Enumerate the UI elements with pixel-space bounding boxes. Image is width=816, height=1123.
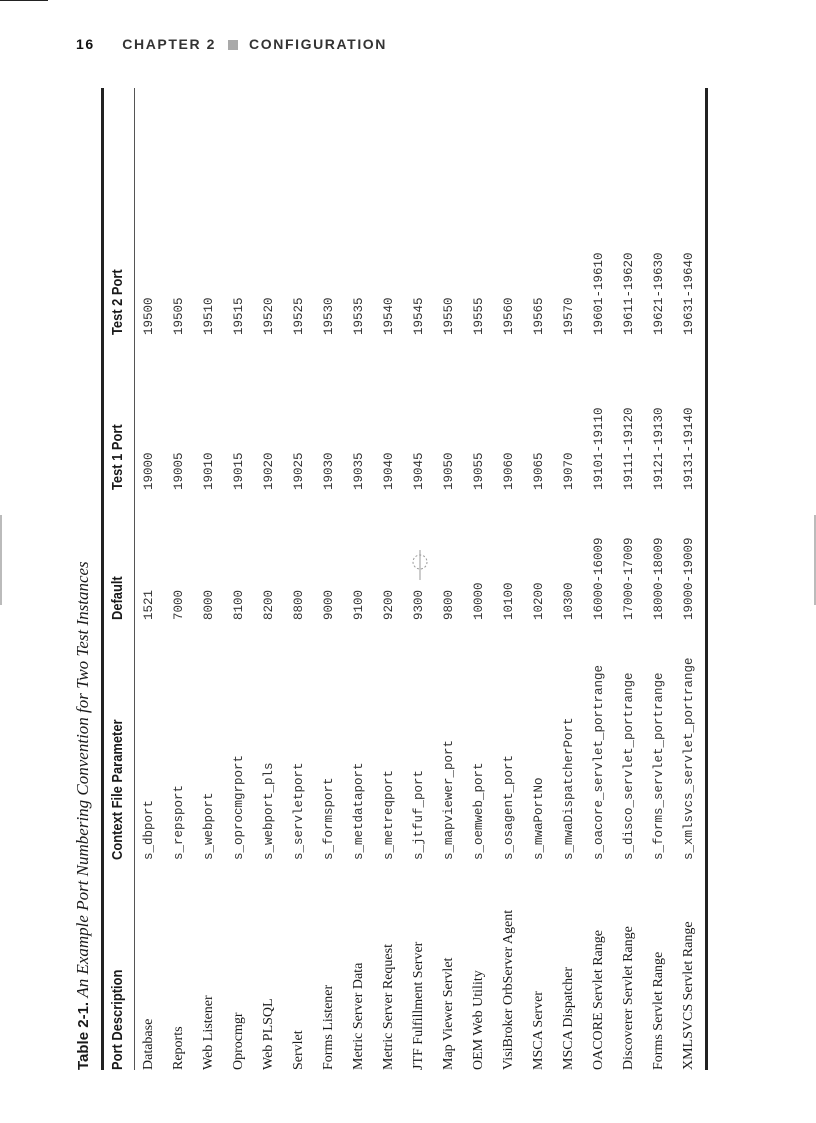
table-row	[614, 88, 644, 1070]
table-row	[164, 88, 194, 1070]
table-row	[494, 88, 524, 1070]
context-file-parameter: s_mwaPortNo	[532, 777, 546, 860]
test2-port: 19520	[262, 297, 276, 335]
table-row	[554, 88, 584, 1070]
default-port: 8000	[202, 589, 216, 620]
test2-port: 19505	[172, 297, 186, 335]
context-file-parameter: s_metreqport	[382, 769, 396, 860]
test1-port: 19111-19120	[622, 407, 636, 490]
port-table	[104, 88, 704, 1070]
port-description: XMLSVCS Servlet Range	[681, 921, 696, 1070]
test2-port: 19530	[322, 297, 336, 335]
test1-port: 19101-19110	[592, 407, 606, 490]
rotated-table-page	[68, 88, 718, 1070]
port-description: Web Listener	[201, 995, 216, 1070]
default-port: 16000-16009	[592, 537, 606, 620]
table-caption-title: An Example Port Numbering Convention for Two Test Instances	[73, 561, 92, 998]
context-file-parameter: s_formsport	[322, 777, 336, 860]
test2-port: 19500	[142, 297, 156, 335]
test1-port: 19000	[142, 452, 156, 490]
test2-port: 19555	[472, 297, 486, 335]
table-row	[194, 88, 224, 1070]
port-description: VisiBroker OrbServer Agent	[501, 909, 516, 1070]
table-header-rule	[134, 88, 135, 1070]
test2-port: 19515	[232, 297, 246, 335]
test1-port: 19045	[412, 452, 426, 490]
test2-port: 19535	[352, 297, 366, 335]
context-file-parameter: s_oacore_servlet_portrange	[592, 664, 606, 860]
top-corner-rule	[0, 0, 48, 1]
test2-port: 19565	[532, 297, 546, 335]
column-header: Default	[109, 576, 126, 620]
running-header	[76, 36, 387, 54]
test1-port: 19065	[532, 452, 546, 490]
port-description: Reports	[171, 1026, 186, 1070]
test1-port: 19050	[442, 452, 456, 490]
port-description: Map Viewer Servlet	[441, 957, 456, 1070]
default-port: 7000	[172, 589, 186, 620]
table-caption	[73, 561, 97, 1070]
table-caption-label: Table 2-1.	[75, 1001, 92, 1070]
default-port: 8800	[292, 589, 306, 620]
port-description: Oprocmgr	[231, 1012, 246, 1070]
port-description: Servlet	[291, 1030, 306, 1070]
default-port: 10000	[472, 582, 486, 620]
default-port: 17000-17009	[622, 537, 636, 620]
test1-port: 19020	[262, 452, 276, 490]
context-file-parameter: s_webport	[202, 792, 216, 860]
default-port: 9000	[322, 589, 336, 620]
table-row	[224, 88, 254, 1070]
table-row	[584, 88, 614, 1070]
default-port: 19000-19009	[682, 537, 696, 620]
context-file-parameter: s_mwaDispatcherPort	[562, 717, 576, 860]
test2-port: 19550	[442, 297, 456, 335]
test2-port: 19570	[562, 297, 576, 335]
test1-port: 19035	[352, 452, 366, 490]
table-row	[374, 88, 404, 1070]
port-description: Discoverer Servlet Range	[621, 926, 636, 1070]
port-description: Forms Servlet Range	[651, 951, 666, 1070]
chapter-label: CHAPTER 2	[122, 36, 217, 52]
context-file-parameter: s_webport_pls	[262, 762, 276, 860]
context-file-parameter: s_oemweb_port	[472, 762, 486, 860]
section-label: CONFIGURATION	[249, 36, 388, 52]
context-file-parameter: s_servletport	[292, 762, 306, 860]
default-port: 10300	[562, 582, 576, 620]
test1-port: 19121-19130	[652, 407, 666, 490]
context-file-parameter: s_oprocmgrport	[232, 754, 246, 860]
default-port: 9300	[412, 589, 426, 620]
table-row	[404, 88, 434, 1070]
column-header: Test 1 Port	[109, 424, 126, 490]
port-description: Forms Listener	[321, 984, 336, 1070]
default-port: 9200	[382, 589, 396, 620]
context-file-parameter: s_dbport	[142, 799, 156, 860]
port-description: Metric Server Data	[351, 962, 366, 1070]
port-description: Database	[141, 1018, 156, 1070]
context-file-parameter: s_disco_servlet_portrange	[622, 672, 636, 860]
table-row	[134, 88, 164, 1070]
context-file-parameter: s_repsport	[172, 784, 186, 860]
port-description: Web PLSQL	[261, 998, 276, 1070]
context-file-parameter: s_osagent_port	[502, 754, 516, 860]
test2-port: 19545	[412, 297, 426, 335]
table-row	[284, 88, 314, 1070]
table-bottom-rule	[705, 88, 708, 1070]
test2-port: 19525	[292, 297, 306, 335]
default-port: 8100	[232, 589, 246, 620]
port-description: Metric Server Request	[381, 944, 396, 1070]
context-file-parameter: s_jtfuf_port	[412, 769, 426, 860]
column-header: Context File Parameter	[109, 719, 126, 860]
test1-port: 19015	[232, 452, 246, 490]
test1-port: 19060	[502, 452, 516, 490]
test1-port: 19040	[382, 452, 396, 490]
test2-port: 19540	[382, 297, 396, 335]
test2-port: 19601-19610	[592, 252, 606, 335]
table-row	[254, 88, 284, 1070]
table-row	[464, 88, 494, 1070]
default-port: 9800	[442, 589, 456, 620]
context-file-parameter: s_xmlsvcs_servlet_portrange	[682, 657, 696, 860]
test2-port: 19510	[202, 297, 216, 335]
context-file-parameter: s_metdataport	[352, 762, 366, 860]
port-description: JTF Fulfillment Server	[411, 941, 426, 1070]
left-margin-mark	[0, 515, 2, 605]
column-header: Port Description	[109, 969, 126, 1070]
default-port: 9100	[352, 589, 366, 620]
table-row	[674, 88, 704, 1070]
table-row	[434, 88, 464, 1070]
test2-port: 19631-19640	[682, 252, 696, 335]
port-description: MSCA Dispatcher	[561, 966, 576, 1070]
test1-port: 19030	[322, 452, 336, 490]
test1-port: 19025	[292, 452, 306, 490]
test2-port: 19560	[502, 297, 516, 335]
column-header: Test 2 Port	[109, 269, 126, 335]
default-port: 1521	[142, 589, 156, 620]
test2-port: 19611-19620	[622, 252, 636, 335]
table-row	[644, 88, 674, 1070]
test1-port: 19055	[472, 452, 486, 490]
default-port: 10100	[502, 582, 516, 620]
default-port: 18000-18009	[652, 537, 666, 620]
test1-port: 19010	[202, 452, 216, 490]
table-row	[344, 88, 374, 1070]
port-description: OACORE Servlet Range	[591, 930, 606, 1070]
test1-port: 19005	[172, 452, 186, 490]
context-file-parameter: s_forms_servlet_portrange	[652, 672, 666, 860]
default-port: 10200	[532, 582, 546, 620]
table-row	[314, 88, 344, 1070]
port-description: OEM Web Utility	[471, 970, 486, 1070]
table-header-row	[104, 88, 134, 1070]
header-square-icon	[228, 40, 238, 50]
test2-port: 19621-19630	[652, 252, 666, 335]
table-row	[524, 88, 554, 1070]
default-port: 8200	[262, 589, 276, 620]
port-description: MSCA Server	[531, 991, 546, 1070]
page-number: 16	[76, 36, 95, 52]
test1-port: 19131-19140	[682, 407, 696, 490]
context-file-parameter: s_mapviewer_port	[442, 739, 456, 860]
test1-port: 19070	[562, 452, 576, 490]
